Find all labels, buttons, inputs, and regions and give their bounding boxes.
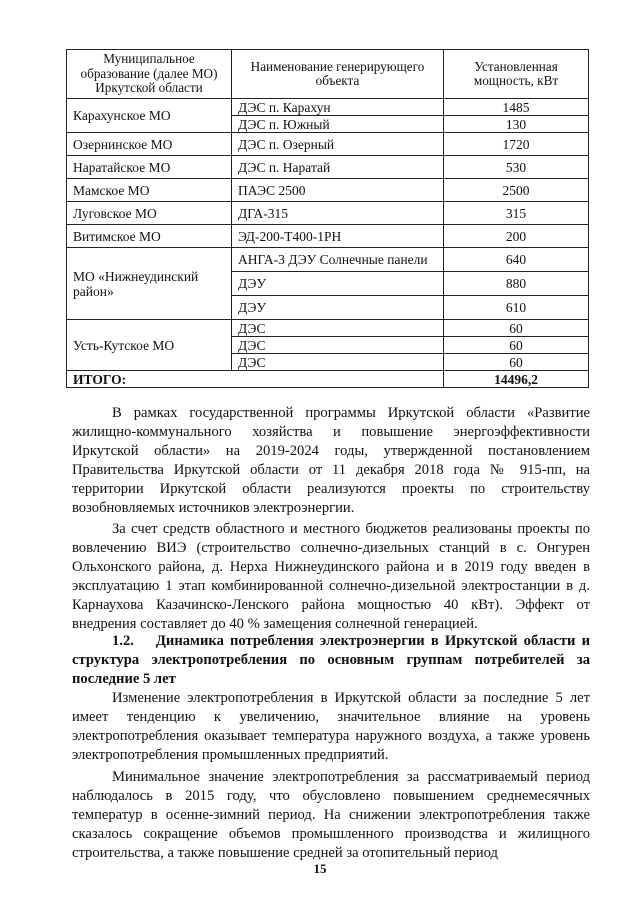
- municipality-cell: Усть-Кутское МО: [67, 320, 232, 371]
- capacity-cell: 200: [444, 225, 589, 248]
- municipality-cell: МО «Нижнеудинский район»: [67, 248, 232, 320]
- capacity-cell: 610: [444, 296, 589, 320]
- capacity-cell: 880: [444, 272, 589, 296]
- section-number: 1.2.: [112, 633, 134, 649]
- object-cell: ДЭС п. Наратай: [232, 156, 444, 179]
- object-cell: ДЭС: [232, 337, 444, 354]
- page-number: 15: [313, 861, 327, 876]
- total-value: 14496,2: [444, 371, 589, 388]
- municipality-cell: Луговское МО: [67, 202, 232, 225]
- object-cell: ДЭС п. Южный: [232, 116, 444, 133]
- municipality-cell: Витимское МО: [67, 225, 232, 248]
- object-cell: ЭД-200-Т400-1РН: [232, 225, 444, 248]
- object-cell: ДГА-315: [232, 202, 444, 225]
- municipality-cell: Наратайское МО: [67, 156, 232, 179]
- object-cell: ДЭС: [232, 320, 444, 337]
- paragraph: В рамках государственной программы Иркутской области «Развитие жилищно-коммунального хозяйства и повышение энергоэффективности Иркутской области» на 2019-2024 годы, утвержденной постановлением Правительства Иркутской области от 11 декабря 2018 года № 915-пп, на территории Иркутской области реализуются проекты по строительству возобновляемых источников электроэнергии.: [72, 405, 590, 516]
- object-cell: ДЭС: [232, 354, 444, 371]
- object-cell: ДЭУ: [232, 296, 444, 320]
- table-row: [67, 179, 589, 202]
- table-row: [67, 202, 589, 225]
- total-row: [67, 371, 589, 388]
- capacity-cell: 315: [444, 202, 589, 225]
- header-capacity: Установленная мощность, кВт: [444, 50, 589, 99]
- capacity-cell: 60: [444, 354, 589, 371]
- municipality-cell: Озернинское МО: [67, 133, 232, 156]
- municipality-cell: Карахунское МО: [67, 99, 232, 133]
- table-row: [67, 133, 589, 156]
- table-row: [67, 156, 589, 179]
- header-municipality: Муниципальное образование (далее МО) Иркутской области: [67, 50, 232, 99]
- object-cell: АНГА-3 ДЭУ Солнечные панели: [232, 248, 444, 272]
- paragraph: Минимальное значение электропотребления за рассматриваемый период наблюдалось в 2015 году, что обусловлено повышением среднемесячных температур в осенне-зимний период. На снижении электропотребления также сказалось сокращение объемов промышленного производства и жилищного строительства, а также повышение средней за отопительный период: [72, 769, 590, 861]
- object-cell: ДЭС п. Озерный: [232, 133, 444, 156]
- capacity-cell: 530: [444, 156, 589, 179]
- paragraph: Изменение электропотребления в Иркутской области за последние 5 лет имеет тенденцию к увеличению, значительное влияние на уровень электропотребления оказывает температура наружного воздуха, а также уровень электропотребления промышленных предприятий.: [72, 690, 590, 763]
- section-heading: [72, 632, 590, 689]
- capacity-cell: 1720: [444, 133, 589, 156]
- municipality-cell: Мамское МО: [67, 179, 232, 202]
- object-cell: ПАЭС 2500: [232, 179, 444, 202]
- capacity-cell: 60: [444, 320, 589, 337]
- capacity-cell: 640: [444, 248, 589, 272]
- paragraph-block-2: [72, 689, 590, 863]
- object-cell: ДЭС п. Карахун: [232, 99, 444, 116]
- section-title: Динамика потребления электроэнергии в Иркутской области и структура электропотребления по основным группам потребителей за последние 5 лет: [72, 633, 590, 687]
- capacity-cell: 1485: [444, 99, 589, 116]
- capacity-cell: 2500: [444, 179, 589, 202]
- table-row: [67, 99, 589, 116]
- capacity-cell: 60: [444, 337, 589, 354]
- table-row: [67, 320, 589, 337]
- table-row: [67, 248, 589, 272]
- object-cell: ДЭУ: [232, 272, 444, 296]
- generation-table: [66, 49, 589, 388]
- total-label: ИТОГО:: [67, 371, 444, 388]
- table-row: [67, 225, 589, 248]
- capacity-cell: 130: [444, 116, 589, 133]
- paragraph: За счет средств областного и местного бюджетов реализованы проекты по вовлечению ВИЭ (строительство солнечно-дизельных станций в с. Онгурен Ольхонского района, д. Нерха Нижнеудинского района и в 2019 году введен в эксплуатацию 1 этап комбинированной солнечно-дизельной электростанции в д. Карнаухова Казачинско-Ленского района мощностью 40 кВт). Эффект от внедрения составляет до 40 % замещения солнечной генерацией.: [72, 521, 590, 632]
- paragraph-block-1: [72, 404, 590, 634]
- header-object: Наименование генерирующего объекта: [232, 50, 444, 99]
